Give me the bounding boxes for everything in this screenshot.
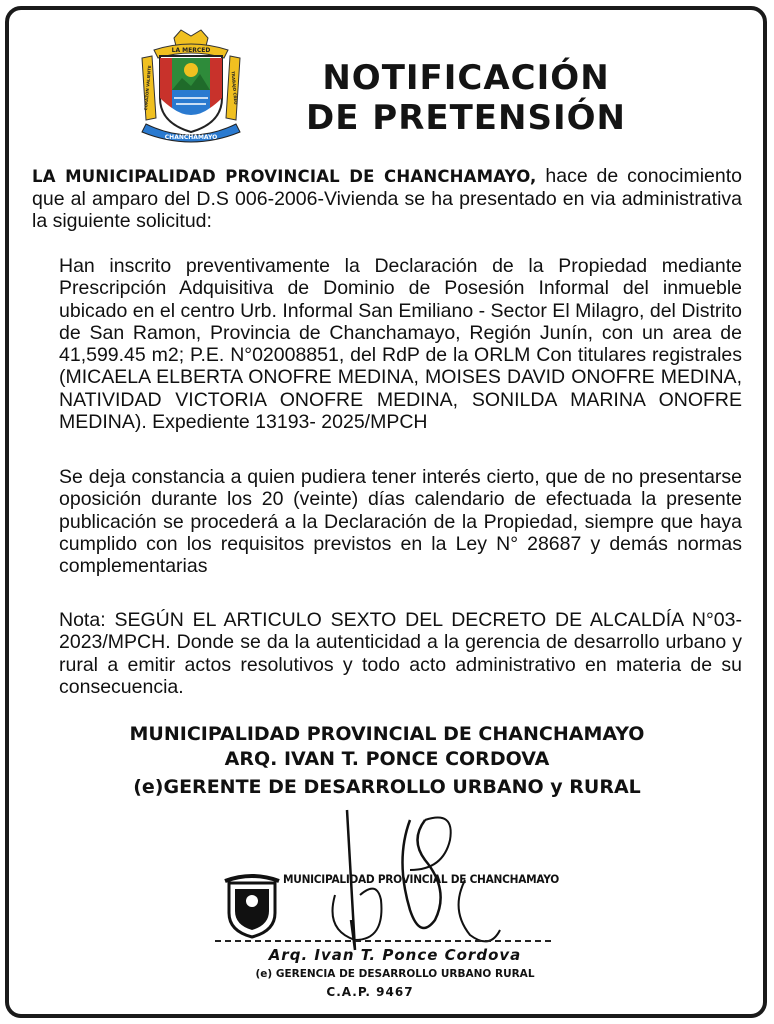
signature-name: ARQ. IVAN T. PONCE CORDOVA (224, 748, 550, 770)
municipal-crest-logo (136, 28, 246, 146)
crest-left-text: CORAZON VALIENTE (143, 65, 152, 111)
stamp-department: (e) GERENCIA DE DESARROLLO URBANO RURAL (255, 968, 535, 980)
handwritten-signature (315, 800, 515, 960)
paragraph-constancy: Se deja constancia a quien pudiera tener interés cierto, que de no presentarse oposición durante los 20 (veinte) días calendario de efectuada la presente publicación se procederá a la Declaración de la Propiedad, siempre que haya cumplido con los requisitos previstos en la Ley N° 28687 y demás normas complementarias (59, 466, 742, 578)
title-line-2: DE PRETENSIÓN (306, 98, 626, 138)
crest-bottom-text: CHANCHAMAYO (164, 134, 218, 141)
intro-entity: LA MUNICIPALIDAD PROVINCIAL DE CHANCHAMAYO, (32, 167, 537, 186)
intro-text: hace de conocimiento que al amparo del D.S 006-2006-Vivienda se ha presentado en via administrativa la siguiente solicitud: (32, 165, 743, 232)
official-stamp (215, 800, 575, 1010)
crest-top-text: LA MERCED (171, 47, 211, 54)
stamp-name: Arq. Ivan T. Ponce Cordova (268, 946, 522, 964)
signature-title: (e)GERENTE DE DESARROLLO URBANO y RURAL (133, 776, 641, 798)
signature-line (215, 940, 551, 942)
crest-right-text: TRABAJO CREO (230, 70, 239, 105)
stamp-header: MUNICIPALIDAD PROVINCIAL DE CHANCHAMAYO (283, 872, 559, 886)
signature-municipality: MUNICIPALIDAD PROVINCIAL DE CHANCHAMAYO (129, 723, 645, 745)
stamp-seal-icon (223, 873, 281, 939)
intro-paragraph (32, 165, 742, 232)
title-line-1: NOTIFICACIÓN (322, 58, 610, 98)
notice-title (276, 58, 656, 138)
paragraph-note: Nota: SEGÚN EL ARTICULO SEXTO DEL DECRETO DE ALCALDÍA N°03-2023/MPCH. Donde se da la autenticidad a la gerencia de desarrollo urbano y rural a emitir actos resolutivos y todo acto administrativo en materia de su consecuencia. (59, 609, 742, 698)
paragraph-registration: Han inscrito preventivamente la Declaración de la Propiedad mediante Prescripción Adquisitiva de Dominio de Posesión Informal del inmueble ubicado en el centro Urb. Informal San Emiliano - Sector El Milagro, del Distrito de San Ramon, Provincia de Chanchamayo, Región Junín, con un area de 41,599.45 m2; P.E. N°02008851, del RdP de la ORLM Con titulares registrales (MICAELA ELBERTA ONOFRE MEDINA, MOISES DAVID ONOFRE MEDINA, NATIVIDAD VICTORIA ONOFRE MEDINA, SONILDA MARINA ONOFRE MEDINA). Expediente 13193- 2025/MPCH (59, 255, 742, 434)
stamp-cap-number: C.A.P. 9467 (326, 985, 414, 999)
